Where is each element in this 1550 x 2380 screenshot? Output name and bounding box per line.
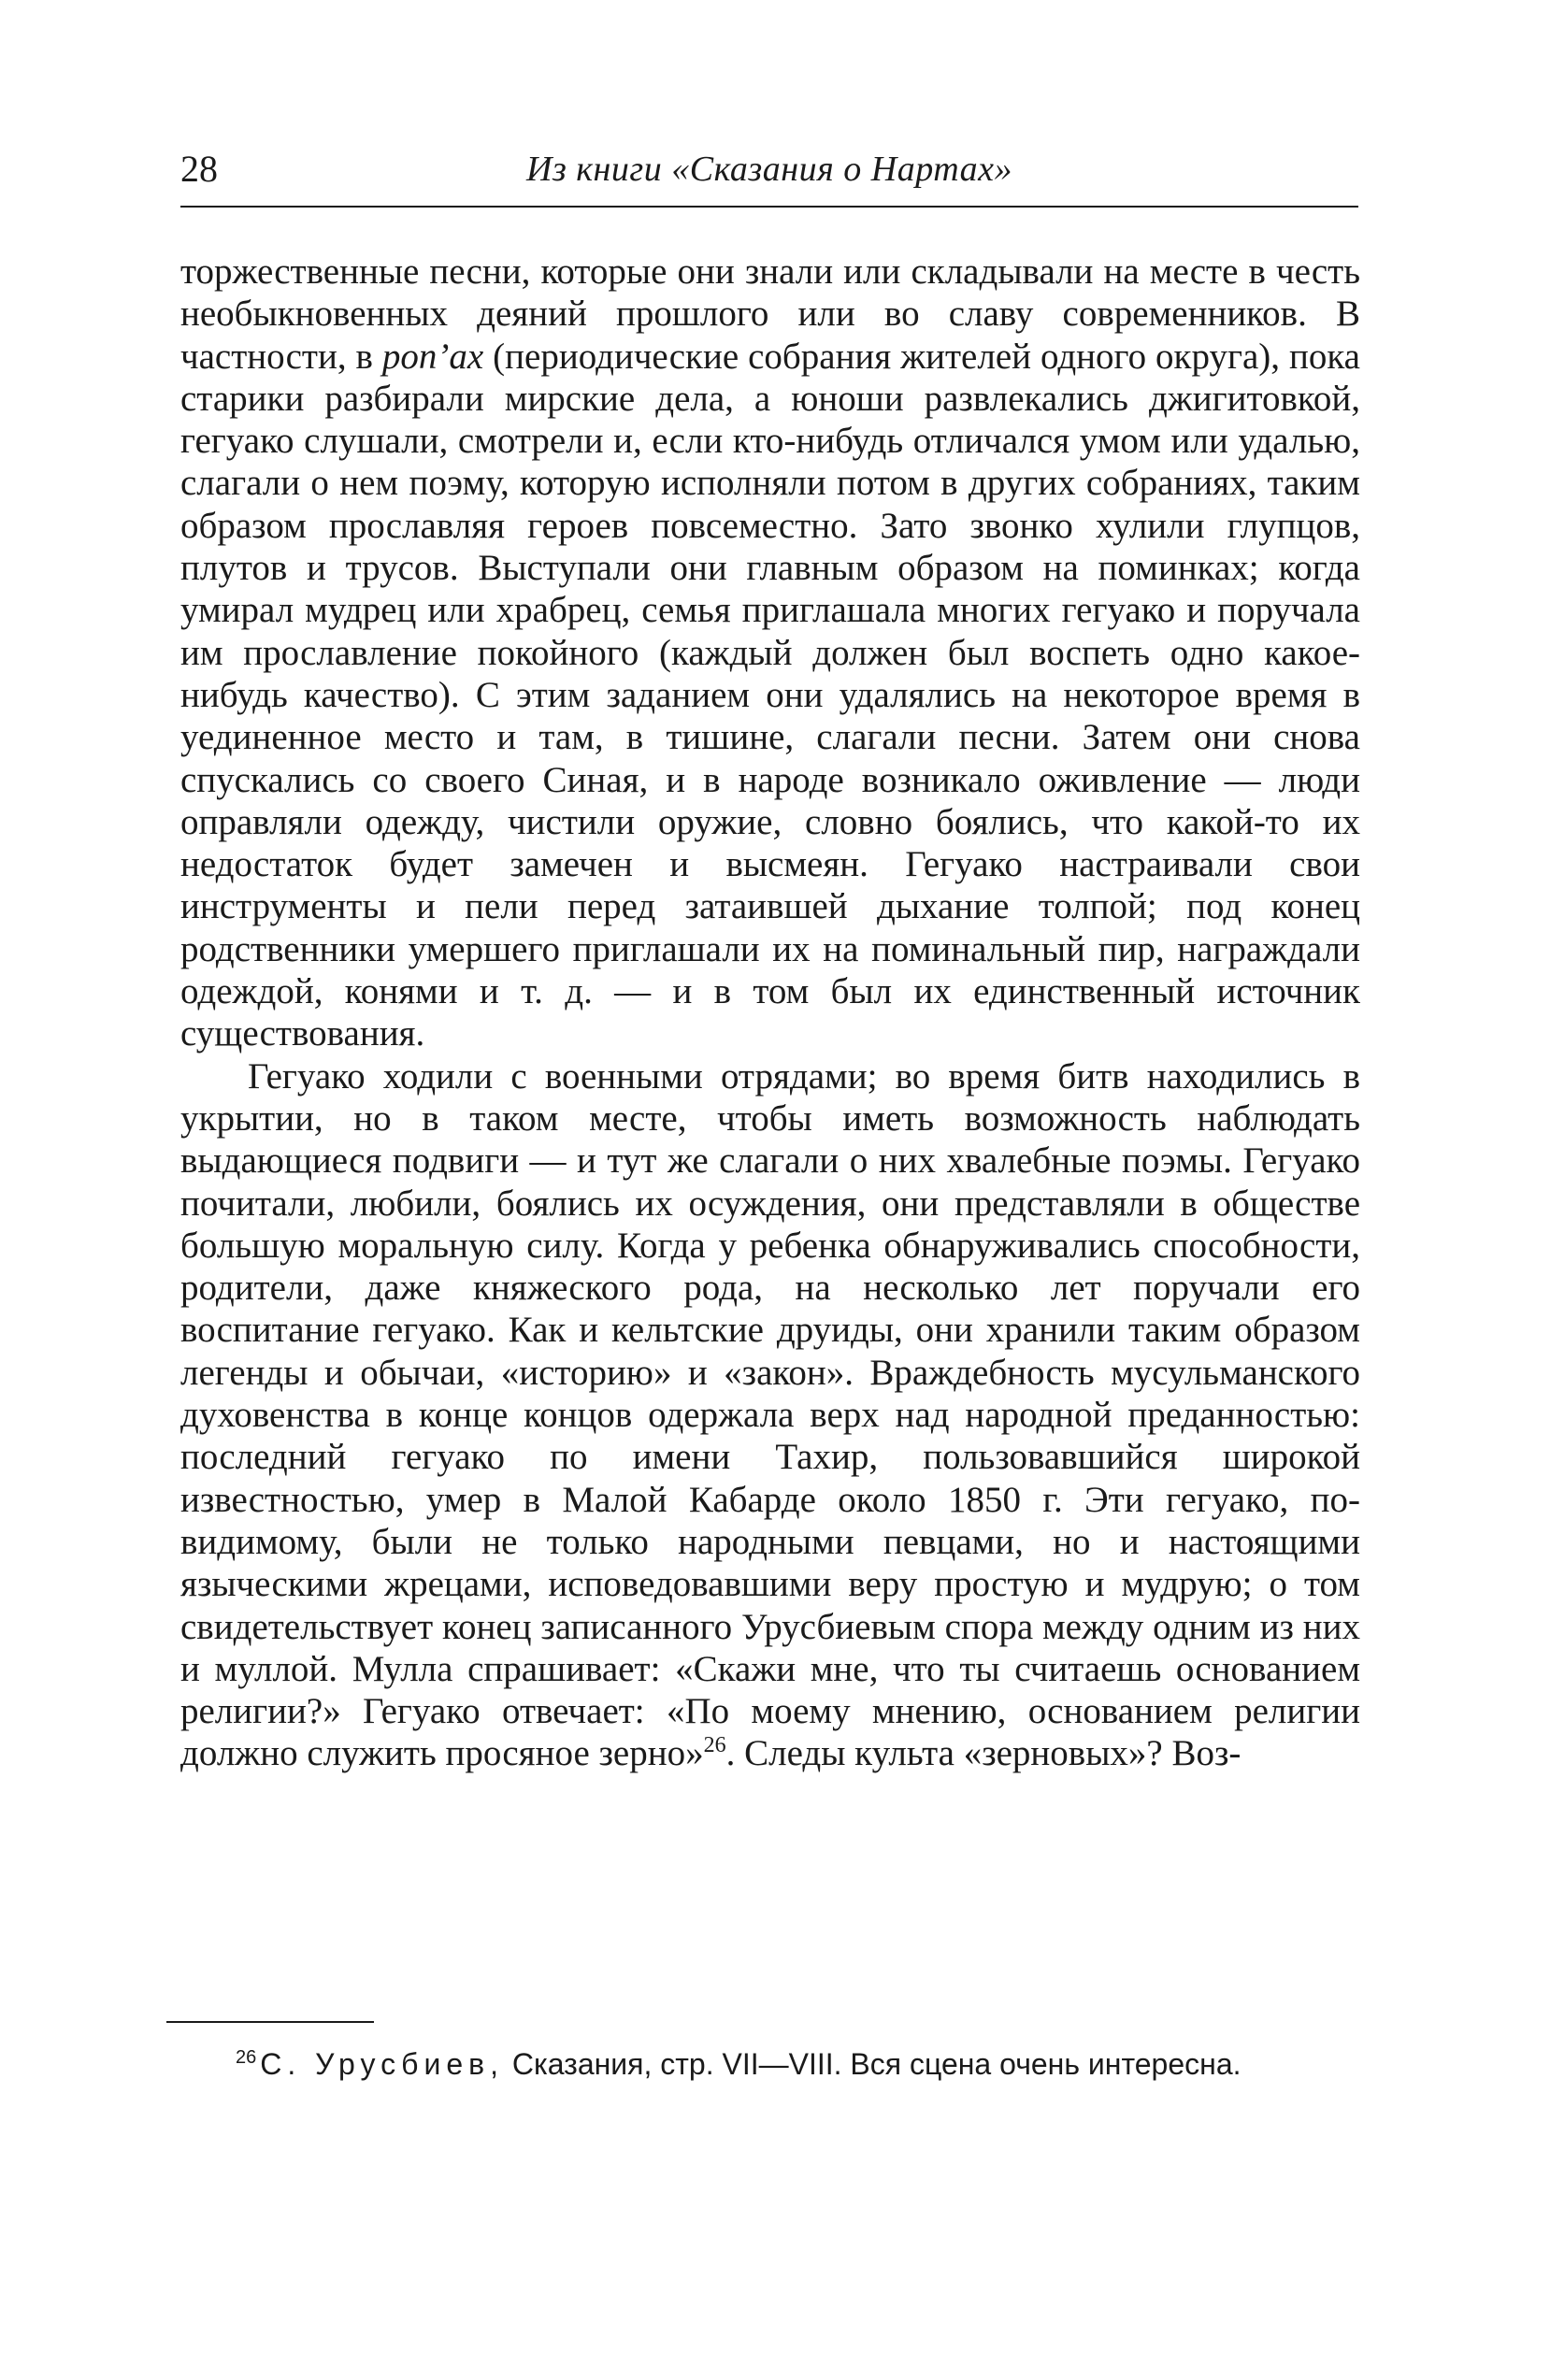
paragraph-1-part-2: (периодические собрания жителей одного округа), пока старики разбирали мирские дела, а юноши развлекались джигитовкой, гегуако слушали, смотрели и, если кто-нибудь отличался умом или удалью, слагали о нем поэму, которую исполняли потом в других собраниях, таким образом прославляя героев повсеместно. Зато звонко хулили глупцов, плутов и трусов. Выступали они главным образом на поминках; когда умирал мудрец или храбрец, семья приглашала многих гегуако и поручала им прославление покойного (каждый должен был воспеть одно какое-нибудь качество). С этим заданием они удалялись на некоторое время в уединенное место и там, в тишине, слагали песни. Затем они снова спускались со своего Синая, и в народе возникало оживление — люди оправляли одежду, чистили оружие, словно боялись, что какой-то их недостаток будет замечен и высмеян. Гегуако настраивали свои инструменты и пели перед затаившей дыхание толпой; под конец родственники умершего приглашали их на поминальный пир, награждали одеждой, конями и т. д. — и в том был их единственный источник существования.: [180, 336, 1360, 1054]
paragraph-2-part-2: . Следы культа «зерновых»? Воз-: [725, 1733, 1241, 1774]
header-rule: [180, 206, 1358, 208]
running-title: Из книги «Сказания о Нартах»: [526, 150, 1012, 189]
footnote: [166, 2045, 1360, 2083]
footnote-text: Сказания, стр. VII—VIII. Вся сцена очень интересна.: [504, 2047, 1241, 2081]
paragraph-1: [180, 251, 1360, 1055]
italic-term: роп’ах: [381, 336, 484, 377]
footnote-author: С. Урусбиев,: [260, 2047, 504, 2081]
footnote-number: 26: [236, 2047, 257, 2069]
footnote-reference[interactable]: 26: [703, 1733, 726, 1758]
page-header: [180, 148, 1358, 204]
paragraph-1-part-1: торжественные песни, которые они знали или складывали на месте в честь необыкновенных деяний прошлого или во славу современников. В частности, в: [180, 251, 1360, 377]
body-text: [180, 251, 1360, 1775]
paragraph-2: [180, 1055, 1360, 1775]
page-number: 28: [180, 148, 218, 190]
footnote-rule: [166, 2021, 374, 2023]
paragraph-2-part-1: Гегуако ходили с военными отрядами; во время битв находились в укрытии, но в таком месте, чтобы иметь возможность наблюдать выдающиеся подвиги — и тут же слагали о них хвалебные поэмы. Гегуако почитали, любили, боялись их осуждения, они представляли в обществе большую моральную силу. Когда у ребенка обнаруживались способности, родители, даже княжеского рода, на несколько лет поручали его воспитание гегуако. Как и кельтские друиды, они хранили таким образом легенды и обычаи, «историю» и «закон». Враждебность мусульманского духовенства в конце концов одержала верх над народной преданностью: последний гегуако по имени Тахир, пользовавшийся широкой известностью, умер в Малой Кабарде около 1850 г. Эти гегуако, по-видимому, были не только народными певцами, но и настоящими языческими жрецами, исповедовавшими веру простую и мудрую; о том свидетельствует конец записанного Урусбиевым спора между одним из них и муллой. Мулла спрашивает: «Скажи мне, что ты считаешь основанием религии?» Гегуако отвечает: «По моему мнению, основанием религии должно служить просяное зерно»: [180, 1055, 1360, 1774]
